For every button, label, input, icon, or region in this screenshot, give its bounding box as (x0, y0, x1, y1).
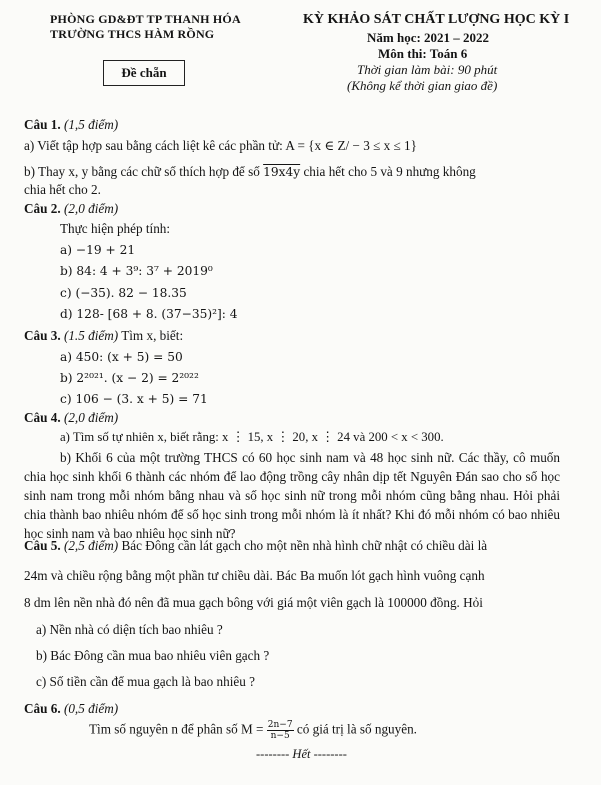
question-5-points: (2,5 điểm) (63, 538, 119, 553)
overlined-number: 19x4y (263, 165, 301, 179)
question-1b (24, 164, 476, 180)
question-1b-text-end: chia hết cho 5 và 9 nhưng không (300, 164, 476, 179)
question-3c: c) 106 − (3. x + 5) = 71 (60, 392, 208, 406)
question-5-heading (24, 538, 487, 554)
question-1b-text-start: b) Thay x, y bằng các chữ số thích hợp để số (24, 164, 264, 179)
subject: Môn thi: Toán 6 (378, 46, 468, 61)
question-6-label: Câu 6. (24, 701, 61, 716)
duration-note: (Không kể thời gian giao đề) (347, 78, 498, 93)
question-2c: c) (−35). 82 − 18.35 (60, 286, 187, 300)
fraction-numerator: 2n−7 (267, 720, 293, 730)
exam-title: KỲ KHẢO SÁT CHẤT LƯỢNG HỌC KỲ I (303, 12, 570, 27)
question-1a: a) Viết tập hợp sau bằng cách liệt kê các phần tử: A = {x ∈ Z/ − 3 ≤ x ≤ 1} (24, 138, 417, 153)
paper-type-box (103, 60, 185, 86)
question-2a: a) −19 + 21 (60, 243, 136, 257)
question-2d: d) 128- [68 + 8. (37−35)²]: 4 (60, 307, 238, 321)
question-5-label: Câu 5. (24, 538, 61, 553)
school-year: Năm học: 2021 – 2022 (367, 30, 490, 45)
question-1-label: Câu 1. (24, 117, 61, 132)
question-3b: b) 2²⁰²¹. (x − 2) = 2²⁰²² (60, 371, 199, 385)
question-6-heading (24, 701, 118, 717)
question-2-label: Câu 2. (24, 201, 61, 216)
end-marker: -------- Hết -------- (256, 747, 347, 761)
school-name: TRƯỜNG THCS HÀM RỒNG (50, 27, 215, 41)
question-6-points: (0,5 điểm) (63, 701, 119, 716)
fraction-m (267, 720, 294, 741)
question-1b-continued: chia hết cho 2. (24, 182, 101, 197)
question-1-heading (24, 117, 118, 133)
question-3-label: Câu 3. (24, 328, 61, 343)
department-name: PHÒNG GD&ĐT TP THANH HÓA (50, 12, 241, 26)
question-4-points: (2,0 điểm) (63, 410, 119, 425)
paper-type-label: Đề chẵn (121, 65, 167, 80)
question-2-heading (24, 201, 118, 217)
question-2b: b) 84: 4 + 3⁹: 3⁷ + 2019⁰ (60, 264, 213, 278)
question-3-points: (1.5 điểm) (63, 328, 119, 343)
question-6-text-start: Tìm số nguyên n để phân số M = (89, 721, 267, 737)
question-4-label: Câu 4. (24, 410, 61, 425)
question-5-line-2: 24m và chiều rộng bằng một phần tư chiều dài. Bác Ba muốn lót gạch hình vuông cạnh (24, 568, 485, 583)
question-4-heading (24, 410, 118, 426)
question-4b: b) Khối 6 của một trường THCS có 60 học sinh nam và 48 học sinh nữ. Các thầy, cô muốn chia học sinh khối 6 thành các nhóm để lao động trồng cây nhân dịp tết Nguyên Đán sao cho số học sinh nam trong mỗi nhóm bằng nhau và số học sinh nữ trong mỗi nhóm cũng bằng nhau. Hỏi phải chia thành bao nhiêu nhóm để số học sinh trong mỗi nhóm là ít nhất? Khi đó mỗi nhóm có bao nhiêu học sinh nam và bao nhiêu học sinh nữ? (24, 450, 560, 541)
question-6-body (89, 720, 417, 741)
fraction-denominator: n−5 (270, 731, 290, 741)
question-5b: b) Bác Đông cần mua bao nhiêu viên gạch ? (36, 648, 270, 663)
question-1-points: (1,5 điểm) (63, 117, 119, 132)
question-5c: c) Số tiền cần để mua gạch là bao nhiêu ? (36, 674, 255, 689)
question-5-line-1: Bác Đông cần lát gạch cho một nền nhà hình chữ nhật có chiều dài là (121, 538, 488, 553)
exam-duration: Thời gian làm bài: 90 phút (357, 62, 498, 77)
question-5a: a) Nền nhà có diện tích bao nhiêu ? (36, 622, 223, 637)
question-2-points: (2,0 điểm) (63, 201, 119, 216)
question-2-intro: Thực hiện phép tính: (60, 221, 171, 236)
question-4a: a) Tìm số tự nhiên x, biết rằng: x ⋮ 15, x ⋮ 20, x ⋮ 24 và 200 < x < 300. (60, 430, 444, 444)
question-3-heading (24, 328, 183, 344)
question-3-intro: Tìm x, biết: (121, 328, 184, 343)
question-3a: a) 450: (x + 5) = 50 (60, 350, 183, 364)
question-5-line-3: 8 dm lên nền nhà đó nên đã mua gạch bông với giá một viên gạch là 100000 đồng. Hỏi (24, 595, 483, 610)
question-6-text-end: có giá trị là số nguyên. (293, 721, 417, 737)
